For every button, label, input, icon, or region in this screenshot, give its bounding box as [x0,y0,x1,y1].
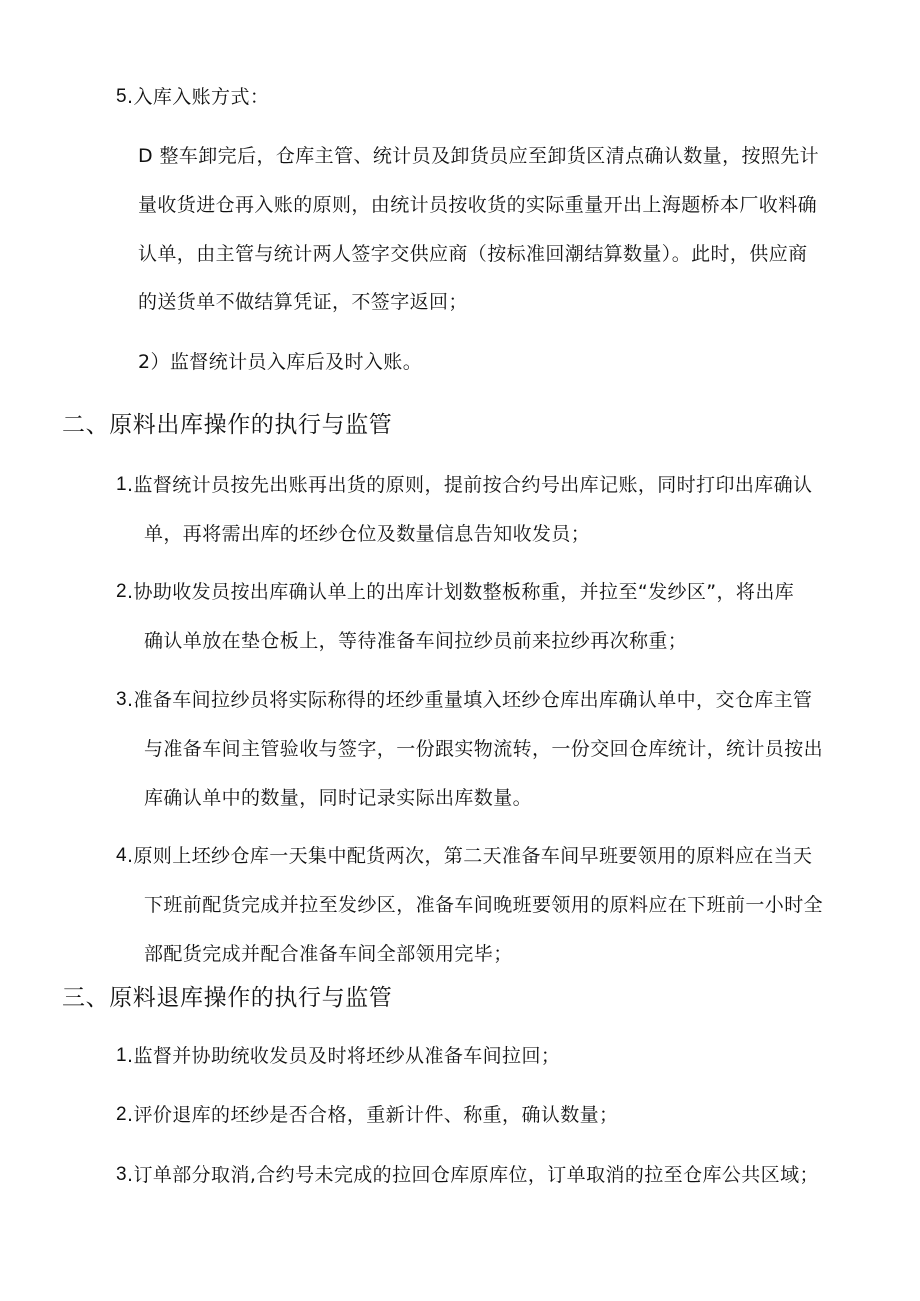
item-number: 3 [116,1164,127,1185]
item-number: 5 [116,86,127,107]
item-number: 1 [116,474,127,495]
list-item-line: .原则上坯纱仓库一天集中配货两次，第二天准备车间早班要领用的原料应在当天 [127,845,813,867]
section-heading: 三、原料退库操作的执行与监管 [62,985,393,1011]
item-number: 3 [116,689,127,710]
paragraph-line: 2）监督统计员入库后及时入账。 [138,351,423,373]
item-number: 4 [116,845,127,866]
paragraph-line: 认单，由主管与统计两人签字交供应商（按标准回潮结算数量）。此时，供应商 [138,243,808,265]
item-number: 2 [116,1104,127,1125]
list-item-line: .订单部分取消,合约号未完成的拉回仓库原库位，订单取消的拉至仓库公共区域； [127,1164,819,1186]
list-item-line: .评价退库的坯纱是否合格，重新计件、称重，确认数量； [127,1104,619,1126]
list-item-line: 与准备车间主管验收与签字，一份跟实物流转，一份交回仓库统计，统计员按出 [144,738,824,760]
list-item-line: 下班前配货完成并拉至发纱区，准备车间晚班要领用的原料应在下班前一小时全 [144,894,824,916]
paragraph-line: 量收货进仓再入账的原则，由统计员按收货的实际重量开出上海题桥本厂收料确 [138,194,818,216]
list-item-line: 库确认单中的数量，同时记录实际出库数量。 [144,787,533,809]
paragraph-line: 的送货单不做结算凭证，不签字返回； [138,291,468,313]
paragraph-line: D 整车卸完后，仓库主管、统计员及卸货员应至卸货区清点确认数量，按照先计 [138,145,820,167]
item-number: 1 [116,1045,127,1066]
list-item-line: .监督并协助统收发员及时将坯纱从准备车间拉回； [127,1045,561,1067]
section-heading: 二、原料出库操作的执行与监管 [62,412,393,438]
list-item-line: 单，再将需出库的坯纱仓位及数量信息告知收发员； [144,523,591,545]
list-item-line: 部配货完成并配合准备车间全部领用完毕； [144,943,513,965]
item-number: 2 [116,581,127,602]
list-item-line: .监督统计员按先出账再出货的原则，提前按合约号出库记账，同时打印出库确认 [127,474,813,496]
list-item-line: 确认单放在垫仓板上，等待准备车间拉纱员前来拉纱再次称重； [144,630,688,652]
section-title: .入库入账方式： [127,86,270,108]
list-item-line: .协助收发员按出库确认单上的出库计划数整板称重，并拉至“发纱区”，将出库 [127,581,795,603]
list-item-line: .准备车间拉纱员将实际称得的坯纱重量填入坯纱仓库出库确认单中，交仓库主管 [127,689,813,711]
